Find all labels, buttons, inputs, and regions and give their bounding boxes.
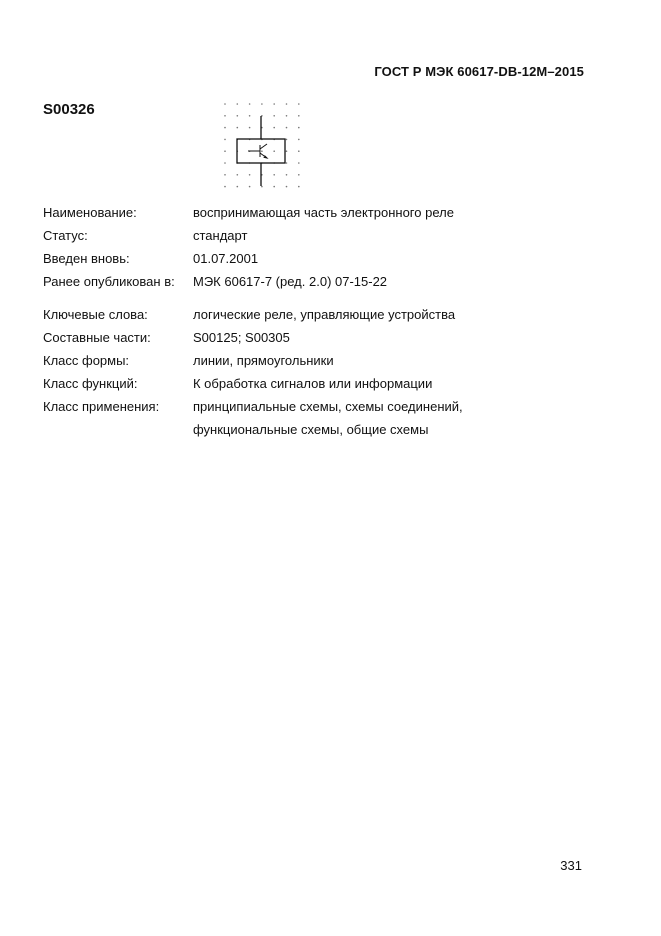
property-value: линии, прямоугольники xyxy=(193,353,334,368)
property-label: Класс функций: xyxy=(43,376,138,391)
document-header: ГОСТ Р МЭК 60617-DB-12M–2015 xyxy=(374,64,584,79)
property-label: Ранее опубликован в: xyxy=(43,274,175,289)
property-value: функциональные схемы, общие схемы xyxy=(193,422,429,437)
property-label: Наименование: xyxy=(43,205,137,220)
property-value: воспринимающая часть электронного реле xyxy=(193,205,454,220)
property-value: логические реле, управляющие устройства xyxy=(193,307,456,322)
property-value: МЭК 60617-7 (ред. 2.0) 07-15-22 xyxy=(193,274,388,289)
property-label: Статус: xyxy=(43,228,88,243)
property-value: К обработка сигналов или информации xyxy=(193,376,433,391)
page-number: 331 xyxy=(560,858,582,873)
property-label: Класс применения: xyxy=(43,399,160,414)
property-label: Класс формы: xyxy=(43,353,130,368)
relay-symbol-icon xyxy=(218,98,308,195)
symbol-code: S00326 xyxy=(43,101,95,118)
property-value: S00125; S00305 xyxy=(193,330,290,345)
property-label: Ключевые слова: xyxy=(43,307,148,322)
property-value: 01.07.2001 xyxy=(193,251,259,266)
property-value: принципиальные схемы, схемы соединений, xyxy=(193,399,463,414)
property-label: Составные части: xyxy=(43,330,151,345)
property-label: Введен вновь: xyxy=(43,251,130,266)
property-value: стандарт xyxy=(193,228,248,243)
